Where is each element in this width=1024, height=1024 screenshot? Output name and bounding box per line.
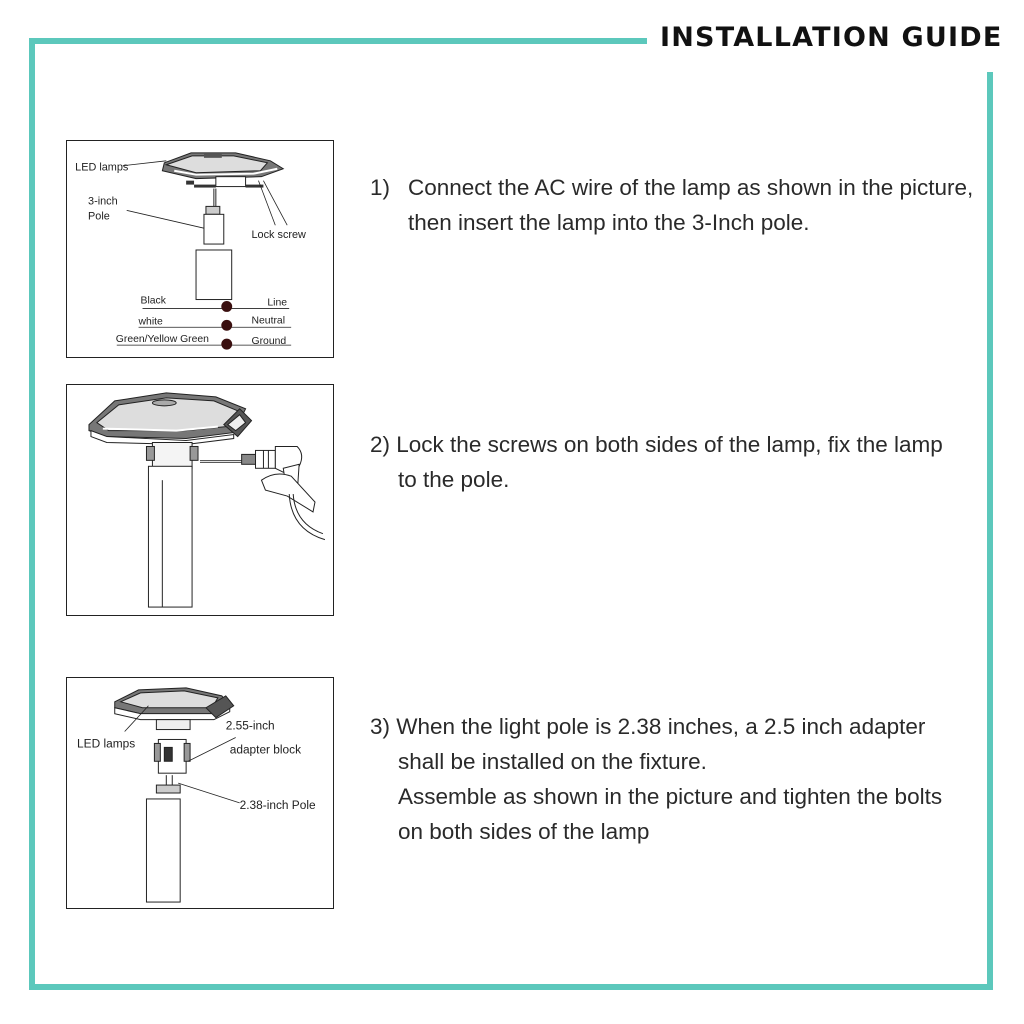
wire-terminal-icon	[221, 320, 232, 331]
step-text: Connect the AC wire of the lamp as shown in the picture,	[408, 175, 974, 200]
pole-icon	[146, 785, 180, 902]
lamp-head-icon	[162, 153, 283, 188]
step-3	[370, 709, 980, 849]
wire-terminal: Line	[267, 297, 288, 309]
figure-lock-screws	[66, 384, 334, 616]
wiring-row	[116, 334, 291, 349]
frame-bottom-border	[29, 984, 993, 990]
label-pole: 2.38-inch Pole	[239, 797, 316, 812]
step-text: shall be installed on the fixture.	[398, 749, 707, 774]
step-text: When the light pole is 2.38 inches, a 2.5 inch adapter	[396, 714, 926, 739]
figure-adapter-block	[66, 677, 334, 909]
page-title: INSTALLATION GUIDE	[660, 22, 1003, 53]
label-adapter-block: adapter block	[229, 742, 302, 757]
label-lock-screw: Lock screw	[251, 229, 306, 242]
wire-terminal: Neutral	[251, 315, 286, 327]
step-1	[370, 170, 980, 240]
frame-left-border	[29, 38, 35, 990]
label-pole-size: 3-inch	[88, 195, 118, 208]
wire-name: white	[138, 316, 163, 328]
lamp-head-icon	[89, 393, 252, 445]
figure-wiring-diagram	[66, 140, 334, 358]
step-text: on both sides of the lamp	[398, 819, 650, 844]
frame-right-border	[987, 72, 993, 990]
wire-terminal-icon	[221, 339, 232, 350]
step-text: Lock the screws on both sides of the lamp, fix the lamp	[396, 432, 943, 457]
step-number: 3)	[370, 714, 391, 739]
wire-name: Black	[140, 295, 166, 307]
adapter-block-icon	[154, 739, 190, 785]
label-pole: Pole	[88, 210, 110, 223]
step-number: 1)	[370, 175, 391, 200]
pole-icon	[146, 443, 198, 608]
frame-top-border	[29, 38, 647, 44]
step-2	[370, 427, 980, 497]
step-number: 2)	[370, 432, 391, 457]
label-adapter-size: 2.55-inch	[225, 718, 275, 733]
step-text: to the pole.	[398, 467, 510, 492]
screw-gun-icon	[242, 446, 325, 539]
step-text: then insert the lamp into the 3-Inch pole.	[408, 210, 810, 235]
step-text: Assemble as shown in the picture and tighten the bolts	[398, 784, 943, 809]
wiring-row	[138, 315, 292, 330]
pole-icon	[196, 189, 232, 300]
label-led-lamps: LED lamps	[75, 161, 129, 174]
wire-terminal-icon	[221, 301, 232, 312]
wire-terminal: Ground	[251, 336, 287, 348]
wire-name: Green/Yellow Green	[115, 334, 209, 346]
label-led-lamps: LED lamps	[77, 736, 136, 751]
